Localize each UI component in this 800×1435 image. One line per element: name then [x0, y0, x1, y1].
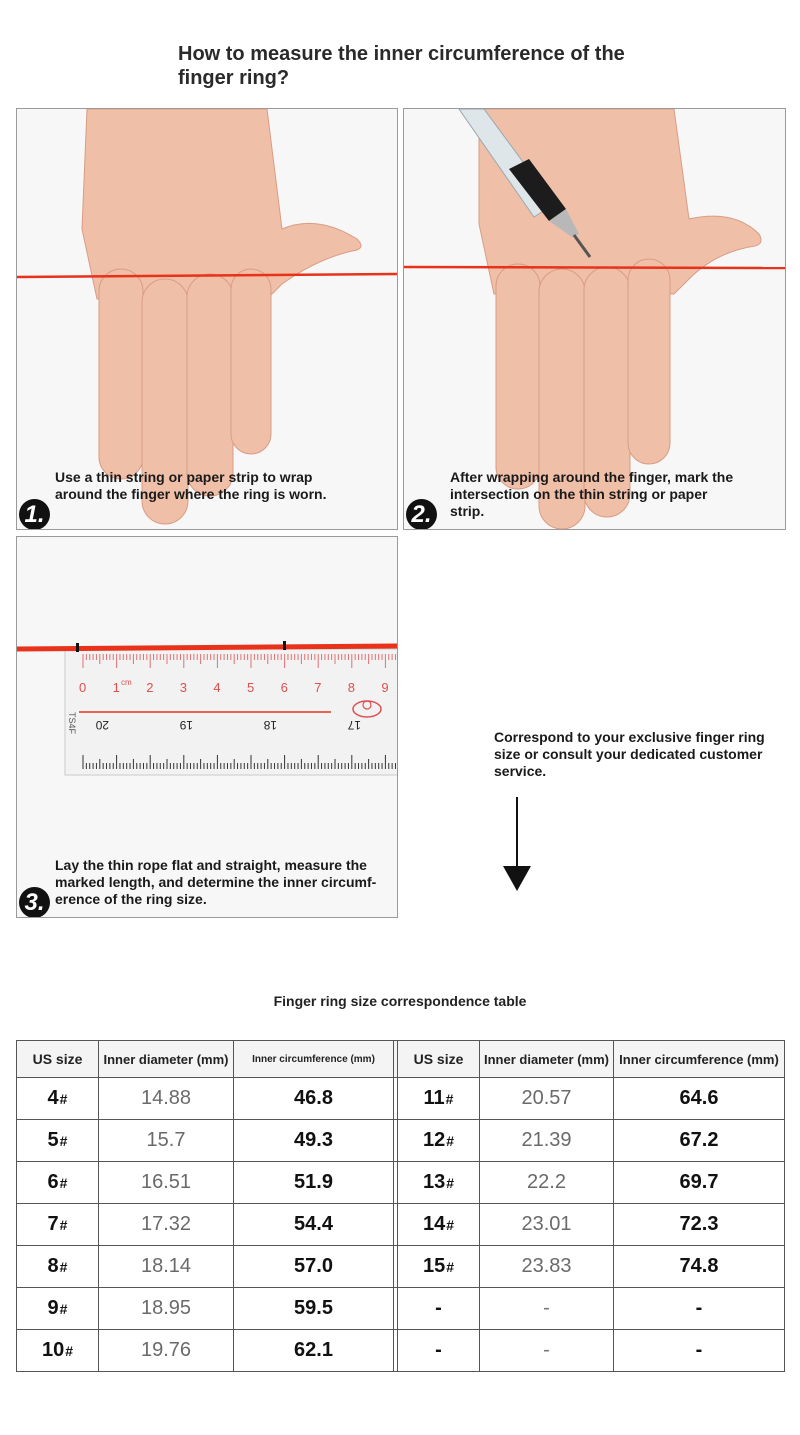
size-cell [17, 1204, 99, 1246]
size-cell [17, 1246, 99, 1288]
step-1-panel [16, 108, 398, 530]
size-mark: # [59, 1175, 68, 1191]
circumference-cell: 72.3 [614, 1204, 785, 1246]
diameter-cell: 17.32 [99, 1204, 234, 1246]
measuring-string [17, 646, 397, 649]
ruler-label: 8 [347, 680, 356, 695]
circumference-cell: 54.4 [234, 1204, 394, 1246]
diameter-cell: 15.7 [99, 1120, 234, 1162]
circumference-cell: 67.2 [614, 1120, 785, 1162]
size-value: - [435, 1297, 442, 1319]
circumference-cell: - [614, 1330, 785, 1372]
down-arrow-icon [516, 797, 518, 869]
table-row [17, 1204, 785, 1246]
size-cell [17, 1330, 99, 1372]
table-row [17, 1078, 785, 1120]
hand-mark-illustration [404, 109, 785, 529]
table-row [17, 1120, 785, 1162]
ruler-label: 0 [79, 680, 87, 695]
size-cell [17, 1162, 99, 1204]
circumference-cell: 51.9 [234, 1162, 394, 1204]
size-mark: # [446, 1175, 455, 1191]
size-mark: # [59, 1301, 68, 1317]
size-value: 14 [422, 1213, 446, 1235]
header-size-left: US size [17, 1041, 99, 1078]
size-value: - [435, 1339, 442, 1361]
table-title: Finger ring size correspondence table [273, 993, 527, 1009]
circumference-cell: 69.7 [614, 1162, 785, 1204]
size-mark: # [59, 1259, 68, 1275]
down-arrow-head-icon [503, 866, 531, 891]
table-header-row [17, 1041, 785, 1078]
circumference-cell: - [614, 1288, 785, 1330]
ruler-unit: cm [121, 678, 132, 687]
size-value: 9 [47, 1297, 59, 1319]
size-value: 11 [423, 1087, 445, 1109]
ruler-label: 3 [179, 680, 188, 695]
size-mark: # [446, 1133, 455, 1149]
diameter-cell: 14.88 [99, 1078, 234, 1120]
ring-size-table [16, 1040, 785, 1372]
ruler-label: 1 [112, 680, 120, 695]
size-cell [398, 1078, 480, 1120]
diameter-cell: - [480, 1288, 614, 1330]
circumference-cell: 59.5 [234, 1288, 394, 1330]
table-row [17, 1330, 785, 1372]
size-cell [17, 1120, 99, 1162]
step-1-number: 1. [19, 499, 50, 530]
ruler-label: 20 [95, 718, 109, 732]
header-diameter-left: Inner diameter (mm) [99, 1041, 234, 1078]
header-circumference-left: Inner circumference (mm) [234, 1041, 394, 1078]
size-value: 5 [47, 1129, 59, 1151]
header-size-right: US size [398, 1041, 480, 1078]
hand-wrap-illustration [17, 109, 397, 529]
size-cell [398, 1120, 480, 1162]
ruler-label: 19 [179, 718, 193, 732]
circumference-cell: 46.8 [234, 1078, 394, 1120]
step-2-panel [403, 108, 786, 530]
diameter-cell: 18.14 [99, 1246, 234, 1288]
size-value: 13 [422, 1171, 446, 1193]
ruler-label: 18 [263, 718, 277, 732]
ruler-label: 5 [247, 680, 255, 695]
ruler-label: 2 [146, 680, 154, 695]
circumference-cell: 57.0 [234, 1246, 394, 1288]
page-title: How to measure the inner circumference of the finger ring? [178, 43, 625, 89]
circumference-cell: 49.3 [234, 1120, 394, 1162]
size-mark: # [59, 1133, 68, 1149]
header-circumference-right: Inner circumference (mm) [614, 1041, 785, 1078]
step-3-panel [16, 536, 398, 918]
circumference-cell: 62.1 [234, 1330, 394, 1372]
circumference-cell: 74.8 [614, 1246, 785, 1288]
size-cell [398, 1330, 480, 1372]
size-cell [398, 1288, 480, 1330]
ruler-label: 17 [347, 718, 361, 732]
step-1-caption: Use a thin string or paper strip to wrap around the finger where the ring is worn. [55, 469, 327, 502]
size-cell [398, 1246, 480, 1288]
size-value: 4 [47, 1087, 59, 1109]
side-note: Correspond to your exclusive finger ring size or consult your dedicated customer service. [494, 729, 765, 779]
ruler-label: 6 [280, 680, 288, 695]
step-3-caption: Lay the thin rope flat and straight, measure the marked length, and determine the inner circumf-erence of the ring size. [55, 857, 377, 907]
size-cell [17, 1288, 99, 1330]
diameter-cell: 20.57 [480, 1078, 614, 1120]
size-value: 8 [47, 1255, 59, 1277]
table-row [17, 1162, 785, 1204]
step-3-number: 3. [19, 887, 50, 918]
size-value: 7 [47, 1213, 59, 1235]
diameter-cell: - [480, 1330, 614, 1372]
ruler-label: 9 [381, 680, 389, 695]
size-mark: # [445, 1091, 454, 1107]
step-2-caption: After wrapping around the finger, mark the intersection on the thin string or paper strip. [450, 469, 734, 519]
size-mark: # [65, 1343, 74, 1359]
size-mark: # [59, 1217, 68, 1233]
size-mark: # [59, 1091, 68, 1107]
diameter-cell: 18.95 [99, 1288, 234, 1330]
size-value: 15 [422, 1255, 446, 1277]
table-row [17, 1246, 785, 1288]
size-cell [398, 1204, 480, 1246]
diameter-cell: 23.83 [480, 1246, 614, 1288]
table-row [17, 1288, 785, 1330]
diameter-cell: 19.76 [99, 1330, 234, 1372]
diameter-cell: 21.39 [480, 1120, 614, 1162]
size-cell [17, 1078, 99, 1120]
diameter-cell: 22.2 [480, 1162, 614, 1204]
ruler-brand: TS4F [67, 712, 77, 735]
size-value: 12 [422, 1129, 446, 1151]
ruler-label: 4 [213, 680, 221, 695]
header-diameter-right: Inner diameter (mm) [480, 1041, 614, 1078]
diameter-cell: 16.51 [99, 1162, 234, 1204]
size-cell [398, 1162, 480, 1204]
diameter-cell: 23.01 [480, 1204, 614, 1246]
ruler-label: 7 [314, 680, 322, 695]
size-value: 10 [41, 1339, 65, 1361]
step-2-number: 2. [406, 499, 437, 530]
size-value: 6 [47, 1171, 59, 1193]
size-mark: # [446, 1259, 455, 1275]
size-mark: # [446, 1217, 455, 1233]
circumference-cell: 64.6 [614, 1078, 785, 1120]
